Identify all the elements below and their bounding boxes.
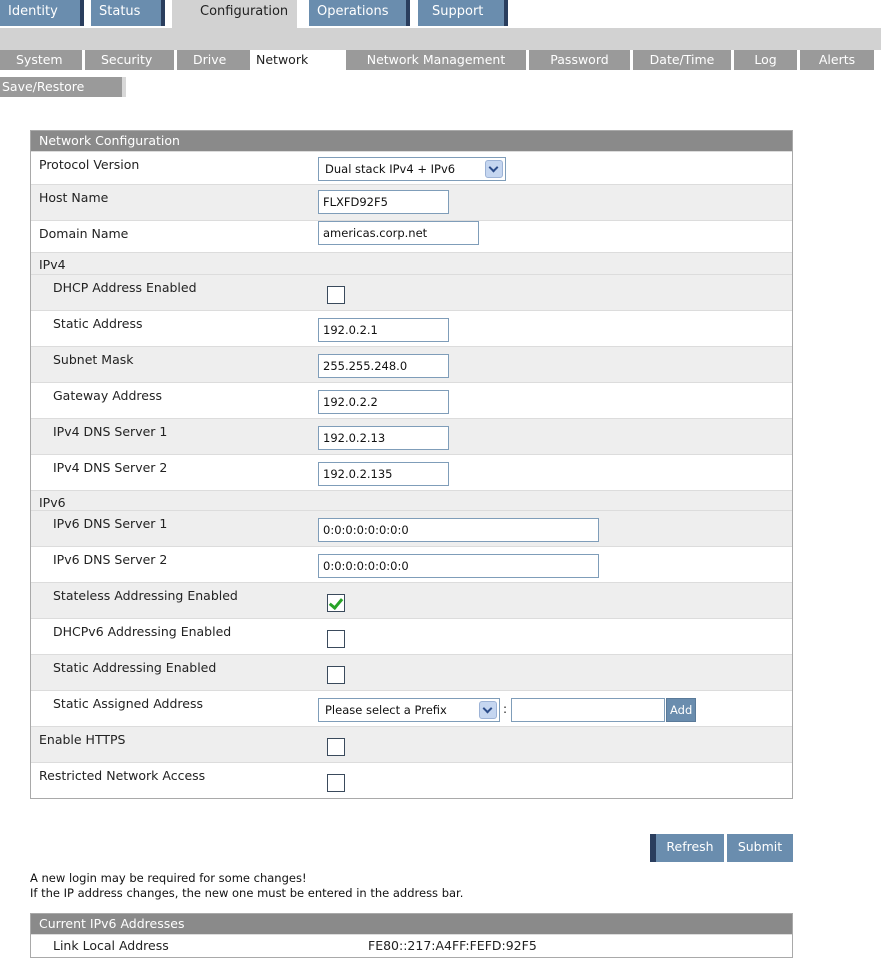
static-enabled-label: Static Addressing Enabled (53, 660, 217, 675)
ipv4-dns1-row (31, 418, 792, 454)
domain-name-label: Domain Name (39, 226, 129, 241)
subtab-drive[interactable]: Drive (177, 50, 250, 70)
refresh-button[interactable]: Refresh (650, 834, 724, 862)
subtab-alerts[interactable]: Alerts (800, 50, 874, 70)
ipv4-dns2-input[interactable]: 192.0.2.135 (318, 462, 449, 486)
host-name-row (31, 184, 792, 220)
host-name-label: Host Name (39, 190, 109, 205)
dhcp-label: DHCP Address Enabled (53, 280, 197, 295)
main-tab-bar (0, 0, 881, 28)
ipv6-dns2-row (31, 546, 792, 582)
ipv6-section-row (31, 490, 792, 510)
ipv6-dns1-row (31, 510, 792, 546)
static-assigned-row (31, 690, 792, 726)
tab-strip (0, 28, 881, 50)
subnet-mask-label: Subnet Mask (53, 352, 134, 367)
chevron-down-icon[interactable] (485, 160, 503, 178)
protocol-version-select[interactable] (318, 157, 506, 181)
ipv6-addresses-panel (30, 913, 793, 958)
submit-button[interactable]: Submit (727, 834, 793, 862)
ipv4-dns2-label: IPv4 DNS Server 2 (53, 460, 168, 475)
prefix-select-value: Please select a Prefix (325, 703, 447, 717)
tab-support[interactable]: Support (418, 0, 508, 26)
gateway-label: Gateway Address (53, 388, 162, 403)
https-checkbox[interactable] (327, 738, 345, 756)
tab-status[interactable]: Status (91, 0, 165, 26)
prefix-select[interactable] (318, 698, 500, 722)
subtab-network-management[interactable]: Network Management (346, 50, 526, 70)
subtab-log[interactable]: Log (734, 50, 797, 70)
network-config-panel (30, 130, 793, 799)
domain-name-row (31, 220, 792, 252)
link-local-value: FE80::217:A4FF:FEFD:92F5 (368, 938, 537, 953)
ipv4-dns1-label: IPv4 DNS Server 1 (53, 424, 168, 439)
ipv6-addresses-title: Current IPv6 Addresses (31, 914, 792, 934)
ipv4-dns1-input[interactable]: 192.0.2.13 (318, 426, 449, 450)
tab-operations[interactable]: Operations (309, 0, 410, 26)
dhcpv6-label: DHCPv6 Addressing Enabled (53, 624, 232, 639)
domain-name-input[interactable]: americas.corp.net (318, 221, 479, 245)
restricted-checkbox[interactable] (327, 774, 345, 792)
static-enabled-row (31, 654, 792, 690)
static-enabled-checkbox[interactable] (327, 666, 345, 684)
subtab-security[interactable]: Security (85, 50, 174, 70)
ipv4-dns2-row (31, 454, 792, 490)
protocol-version-value: Dual stack IPv4 + IPv6 (325, 162, 456, 176)
protocol-version-label: Protocol Version (39, 157, 140, 172)
https-label: Enable HTTPS (39, 732, 126, 747)
ipv4-section-label: IPv4 (39, 257, 66, 272)
table-row (31, 934, 792, 957)
ip-change-note: If the IP address changes, the new one must be entered in the address bar. (30, 886, 464, 900)
stateless-row (31, 582, 792, 618)
subnet-mask-row (31, 346, 792, 382)
ipv4-section-row (31, 252, 792, 274)
host-name-input[interactable]: FLXFD92F5 (318, 190, 449, 214)
static-assigned-label: Static Assigned Address (53, 696, 203, 711)
ipv6-dns2-label: IPv6 DNS Server 2 (53, 552, 168, 567)
tab-identity[interactable]: Identity (0, 0, 84, 26)
dhcpv6-row (31, 618, 792, 654)
static-address-label: Static Address (53, 316, 143, 331)
address-separator: : (503, 702, 508, 716)
subtab-datetime[interactable]: Date/Time (633, 50, 731, 70)
login-note: A new login may be required for some changes! (30, 871, 307, 885)
restricted-row (31, 762, 792, 798)
dhcpv6-checkbox[interactable] (327, 630, 345, 648)
stateless-label: Stateless Addressing Enabled (53, 588, 238, 603)
restricted-label: Restricted Network Access (39, 768, 206, 783)
subtab-save-restore[interactable]: Save/Restore (0, 77, 126, 97)
static-address-input[interactable]: 192.0.2.1 (318, 318, 449, 342)
stateless-checkbox[interactable] (327, 594, 345, 612)
chevron-down-icon[interactable] (479, 701, 497, 719)
subnet-mask-input[interactable]: 255.255.248.0 (318, 354, 449, 378)
panel-title: Network Configuration (31, 131, 792, 151)
ipv6-dns1-label: IPv6 DNS Server 1 (53, 516, 168, 531)
ipv6-section-label: IPv6 (39, 495, 66, 510)
https-row (31, 726, 792, 762)
subtab-password[interactable]: Password (529, 50, 630, 70)
subtab-system[interactable]: System (0, 50, 82, 70)
tab-configuration[interactable]: Configuration (172, 0, 297, 28)
gateway-input[interactable]: 192.0.2.2 (318, 390, 449, 414)
dhcp-checkbox[interactable] (327, 286, 345, 304)
link-local-label: Link Local Address (53, 938, 169, 953)
dhcp-row (31, 274, 792, 310)
ipv6-dns2-input[interactable]: 0:0:0:0:0:0:0:0 (318, 554, 599, 578)
static-assigned-input[interactable] (511, 698, 665, 722)
gateway-row (31, 382, 792, 418)
ipv6-dns1-input[interactable]: 0:0:0:0:0:0:0:0 (318, 518, 599, 542)
subtab-network[interactable]: Network (252, 50, 346, 70)
protocol-version-row (31, 151, 792, 184)
add-address-button[interactable]: Add (666, 698, 696, 722)
static-address-row (31, 310, 792, 346)
